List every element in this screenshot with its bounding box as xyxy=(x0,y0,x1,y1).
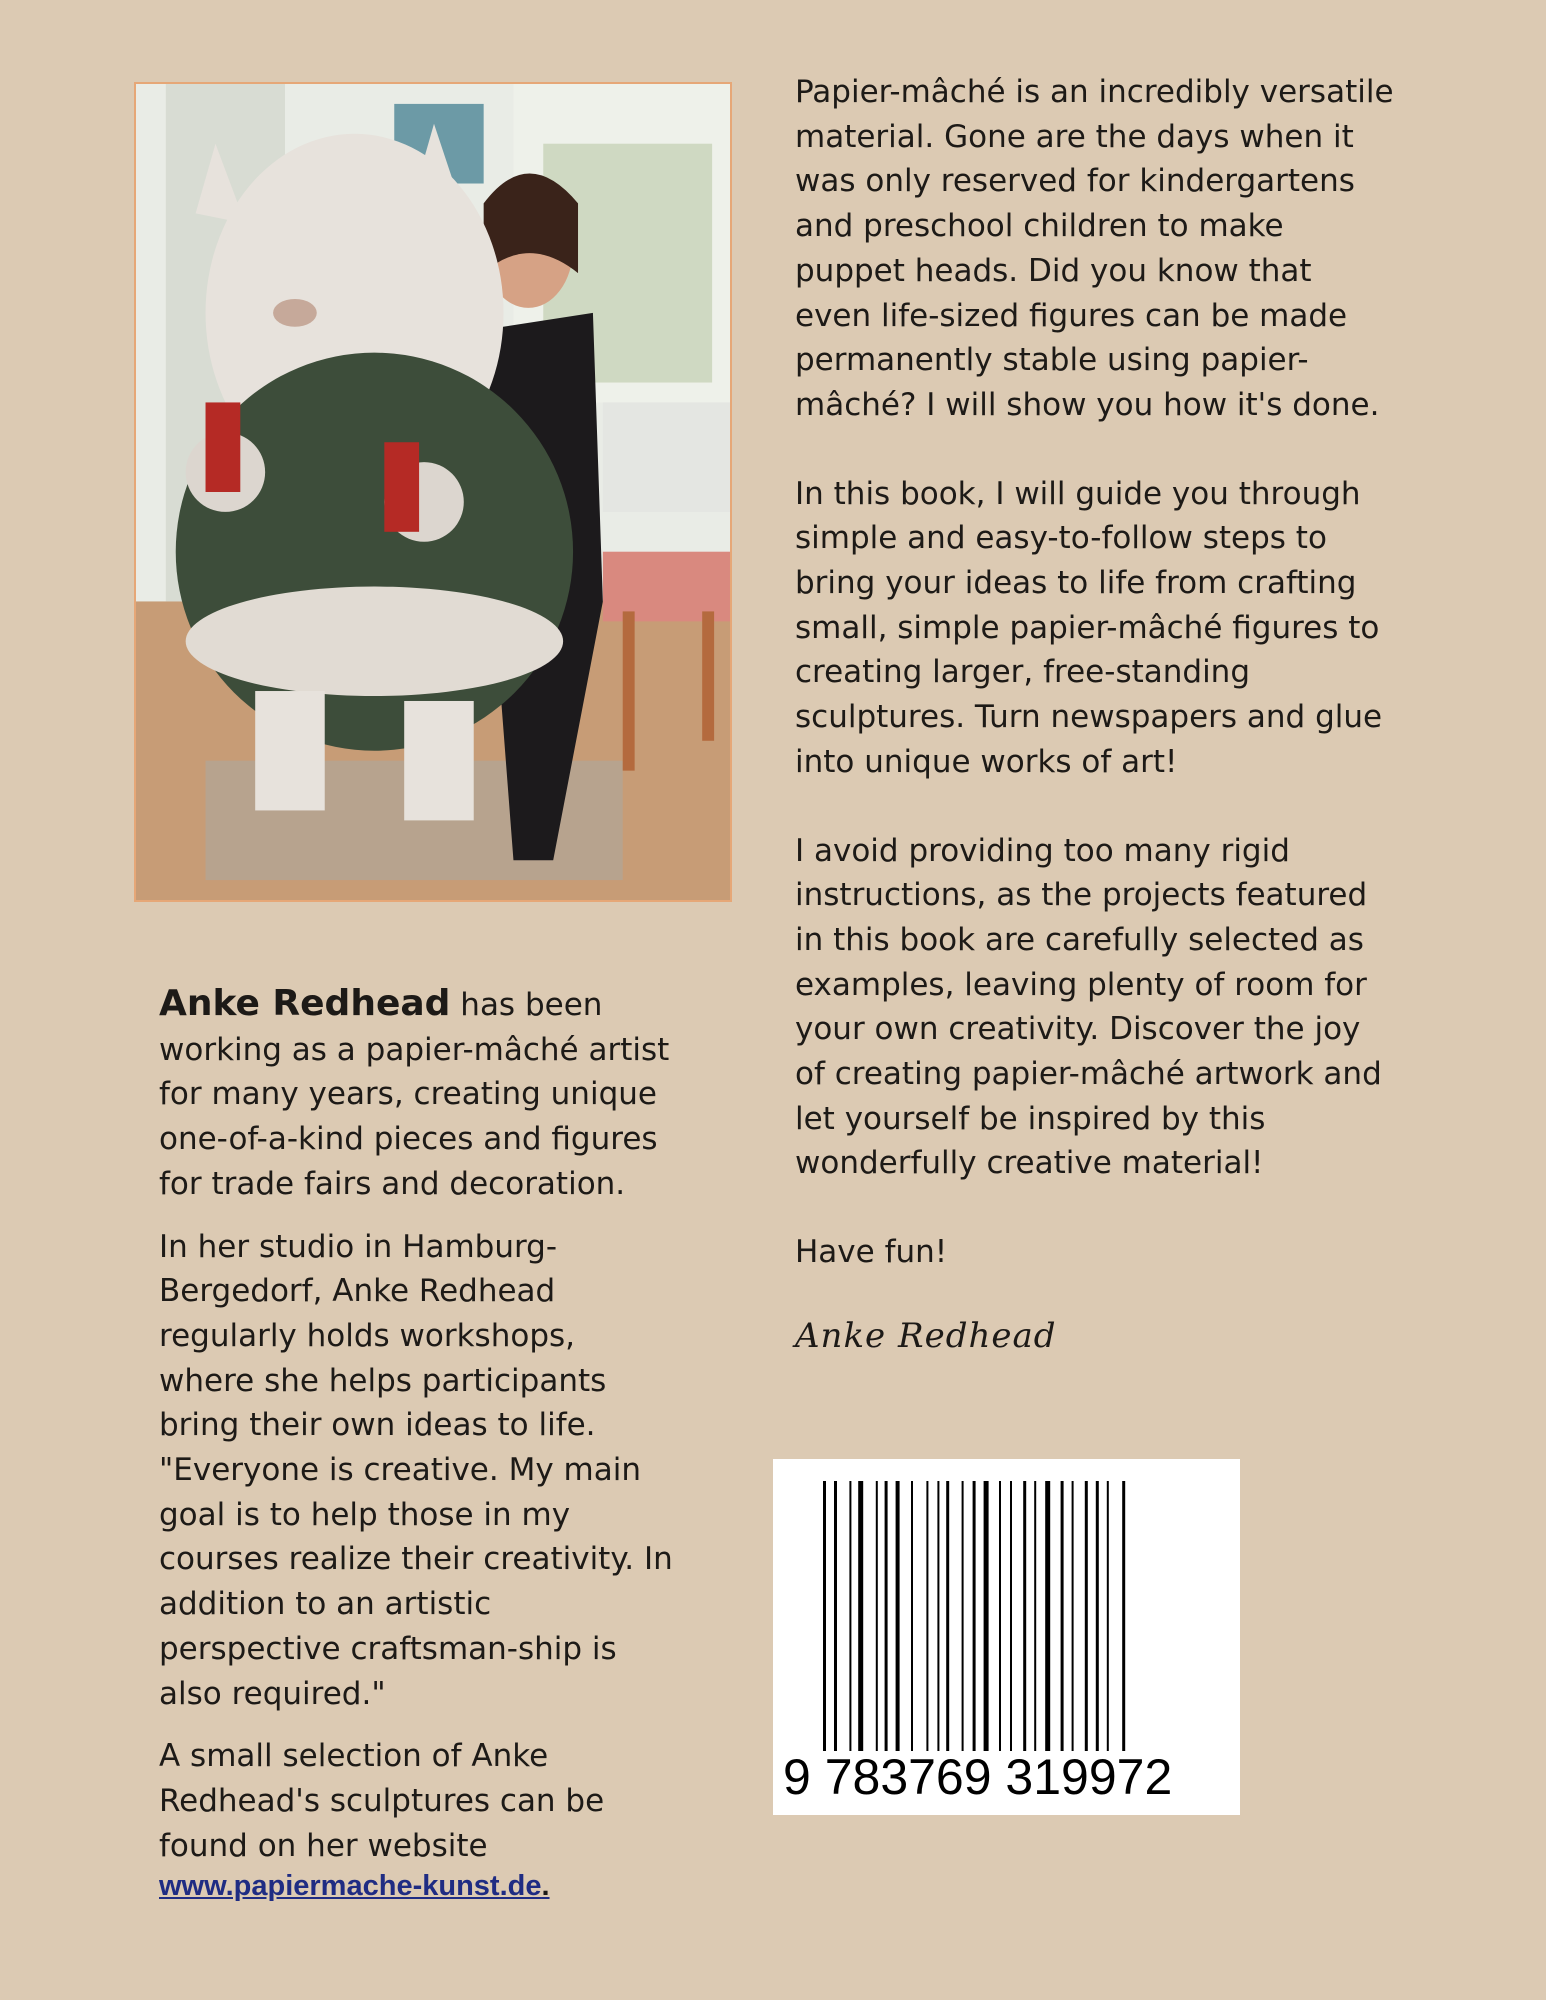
barcode-icon xyxy=(773,1459,1240,1815)
barcode-bar xyxy=(973,1481,976,1751)
barcode-bar xyxy=(858,1481,863,1751)
barcode-digits: 9 783769 319972 xyxy=(783,1749,1173,1805)
barcode-bar xyxy=(1085,1481,1088,1751)
blurb-paragraph-2: In this book, I will guide you through simple and easy-to-follow steps to bring your ideas to life from crafting small, simple papier-mâché figures to creating larger, free-standing sculptures. Turn newspapers and glue into unique works of art! xyxy=(795,475,1383,780)
barcode-bar xyxy=(962,1481,964,1751)
barcode-bar xyxy=(999,1481,1001,1751)
barcode-bar xyxy=(876,1481,878,1751)
website-link-container xyxy=(159,1870,550,1903)
blurb-paragraph-3: I avoid providing too many rigid instructions, as the projects featured in this book are carefully selected as examples, leaving plenty of room for your own creativity. Discover the joy of creating papier-mâché artwork and let yourself be inspired by this wonderfully creative material! xyxy=(795,832,1382,1182)
blurb-closing: Have fun! xyxy=(795,1234,948,1271)
barcode-bar xyxy=(984,1481,989,1751)
bio-paragraph-3: A small selection of Anke Redhead's sculptures can be found on her website xyxy=(159,1738,605,1864)
barcode-bar xyxy=(1010,1481,1012,1751)
barcode-bar xyxy=(849,1481,851,1751)
barcode-bar xyxy=(834,1481,837,1751)
bio-paragraph-2: In her studio in Hamburg-Bergedorf, Anke Redhead regularly holds workshops, where she helps participants bring their own ideas to life. "Everyone is creative. My main goal is to help those in my courses realize their creativity. In addition to an artistic perspective craftsman-ship is also required." xyxy=(159,1228,673,1712)
barcode-bar xyxy=(885,1481,888,1751)
bio-paragraph-1-text: has been working as a papier-mâché artist for many years, creating unique one-of-a-kind pieces and figures for trade fairs and decoration. xyxy=(159,987,670,1202)
bio-paragraph-1 xyxy=(159,982,679,1207)
barcode-bar xyxy=(823,1481,826,1751)
barcode-bar xyxy=(926,1481,928,1751)
barcode-bar xyxy=(1061,1481,1064,1751)
barcode-bar xyxy=(1034,1481,1036,1751)
barcode-bar xyxy=(1045,1481,1050,1751)
barcode-bar xyxy=(1072,1481,1074,1751)
barcode-bar xyxy=(896,1481,900,1751)
cover-photo xyxy=(134,82,732,902)
author-bio xyxy=(159,982,679,1886)
isbn-barcode xyxy=(773,1459,1240,1815)
author-signature: Anke Redhead xyxy=(795,1316,1057,1356)
barcode-bar xyxy=(1107,1481,1109,1751)
blurb-paragraph-1: Papier-mâché is an incredibly versatile material. Gone are the days when it was only reserved for kindergartens and preschool children to make puppet heads. Did you know that even life-sized figures can be made permanently stable using papier-mâché? I will show you how it's done. xyxy=(795,74,1394,423)
barcode-bar xyxy=(1023,1481,1026,1751)
website-link[interactable]: www.papiermache-kunst.de xyxy=(159,1870,542,1902)
photo-artist-with-sculpture-icon xyxy=(136,84,730,900)
website-period: . xyxy=(541,1870,550,1902)
barcode-bar xyxy=(1096,1481,1099,1751)
author-name: Anke Redhead xyxy=(159,983,451,1024)
book-blurb xyxy=(795,70,1395,1319)
barcode-bar xyxy=(937,1481,939,1751)
barcode-bar xyxy=(911,1481,913,1751)
barcode-bar xyxy=(1122,1481,1125,1751)
barcode-bar xyxy=(946,1481,949,1751)
